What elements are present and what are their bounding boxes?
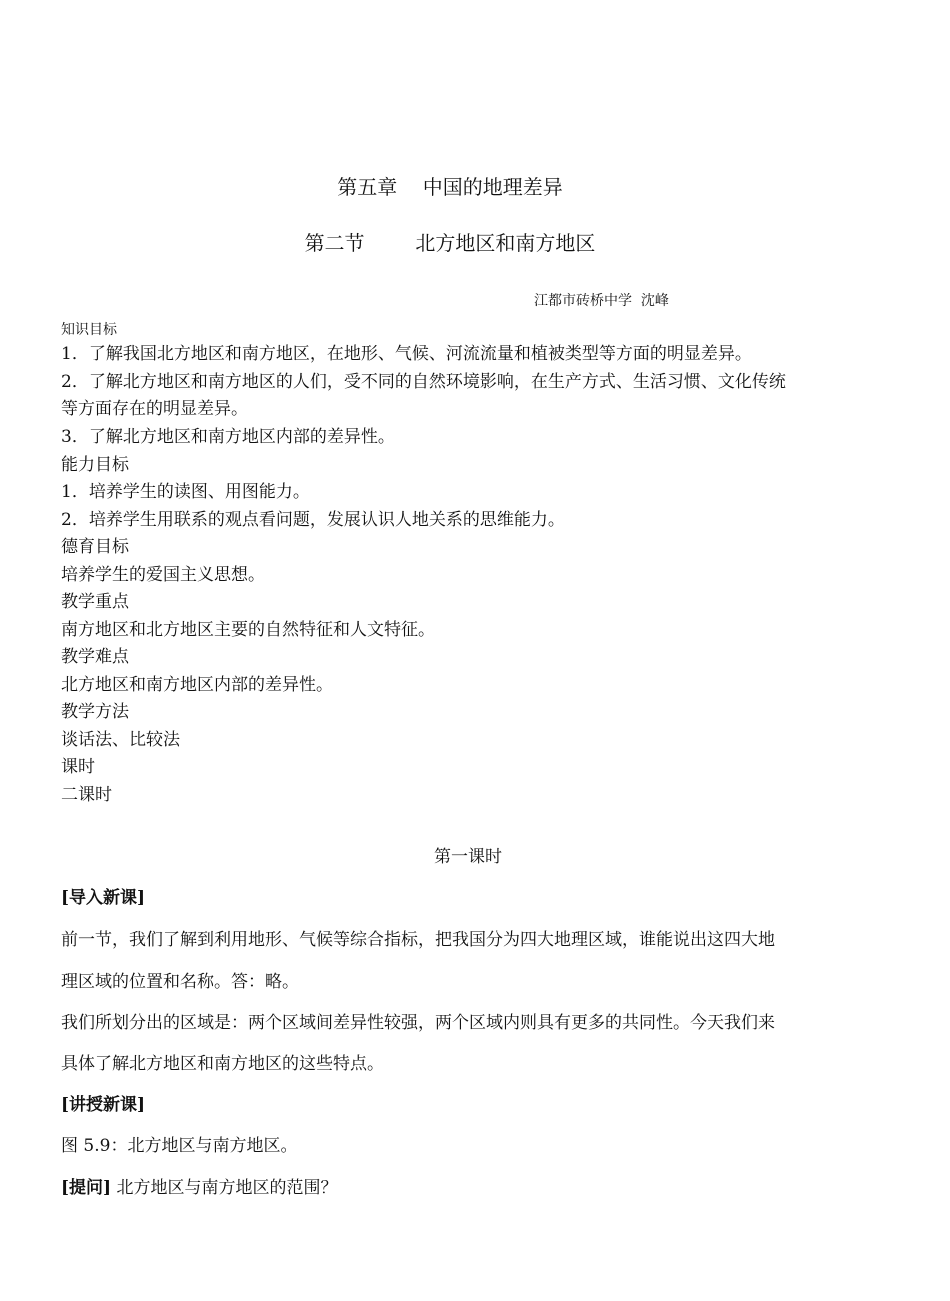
focus-text: 南方地区和北方地区主要的自然特征和人文特征。 [61, 620, 435, 640]
intro-line-4: 具体了解北方地区和南方地区的这些特点。 [61, 1054, 384, 1074]
intro-line-1: 前一节，我们了解到利用地形、气候等综合指标，把我国分为四大地理区域，谁能说出这四大地 [61, 930, 775, 950]
knowledge-item-2-cont: 等方面存在的明显差异。 [61, 399, 248, 419]
question-tag: [提问] [61, 1178, 112, 1198]
knowledge-item-2: 2．了解北方地区和南方地区的人们，受不同的自然环境影响，在生产方式、生活习惯、文化传统 [61, 372, 786, 392]
teach-tag: [讲授新课] [61, 1095, 146, 1115]
ability-item-1: 1．培养学生的读图、用图能力。 [61, 482, 310, 502]
knowledge-item-3: 3．了解北方地区和南方地区内部的差异性。 [61, 427, 395, 447]
focus-heading: 教学重点 [61, 592, 129, 612]
ability-heading: 能力目标 [61, 455, 129, 475]
hours-heading: 课时 [61, 757, 95, 777]
method-heading: 教学方法 [61, 702, 129, 722]
intro-line-3: 我们所划分出的区域是：两个区域间差异性较强，两个区域内则具有更多的共同性。今天我们来 [61, 1013, 775, 1033]
question-text: 北方地区与南方地区的范围？ [111, 1178, 338, 1198]
intro-tag: [导入新课] [61, 888, 146, 908]
figure-reference: 图 5.9：北方地区与南方地区。 [61, 1136, 298, 1156]
knowledge-heading: 知识目标 [61, 322, 117, 338]
author-line: 江都市砖桥中学 沈峰 [534, 293, 669, 309]
method-text: 谈话法、比较法 [61, 730, 180, 750]
ability-item-2: 2．培养学生用联系的观点看问题，发展认识人地关系的思维能力。 [61, 510, 565, 530]
moral-heading: 德育目标 [61, 537, 129, 557]
lesson-title: 第一课时 [434, 847, 502, 867]
difficulty-heading: 教学难点 [61, 647, 129, 667]
intro-line-2: 理区域的位置和名称。答：略。 [61, 972, 299, 992]
chapter-title: 第五章 中国的地理差异 [337, 175, 563, 199]
hours-text: 二课时 [61, 785, 112, 805]
difficulty-text: 北方地区和南方地区内部的差异性。 [61, 675, 333, 695]
knowledge-item-1: 1．了解我国北方地区和南方地区，在地形、气候、河流流量和植被类型等方面的明显差异。 [61, 344, 752, 364]
question-line [61, 1177, 338, 1199]
section-title: 第二节 北方地区和南方地区 [304, 231, 596, 255]
moral-text: 培养学生的爱国主义思想。 [61, 565, 265, 585]
